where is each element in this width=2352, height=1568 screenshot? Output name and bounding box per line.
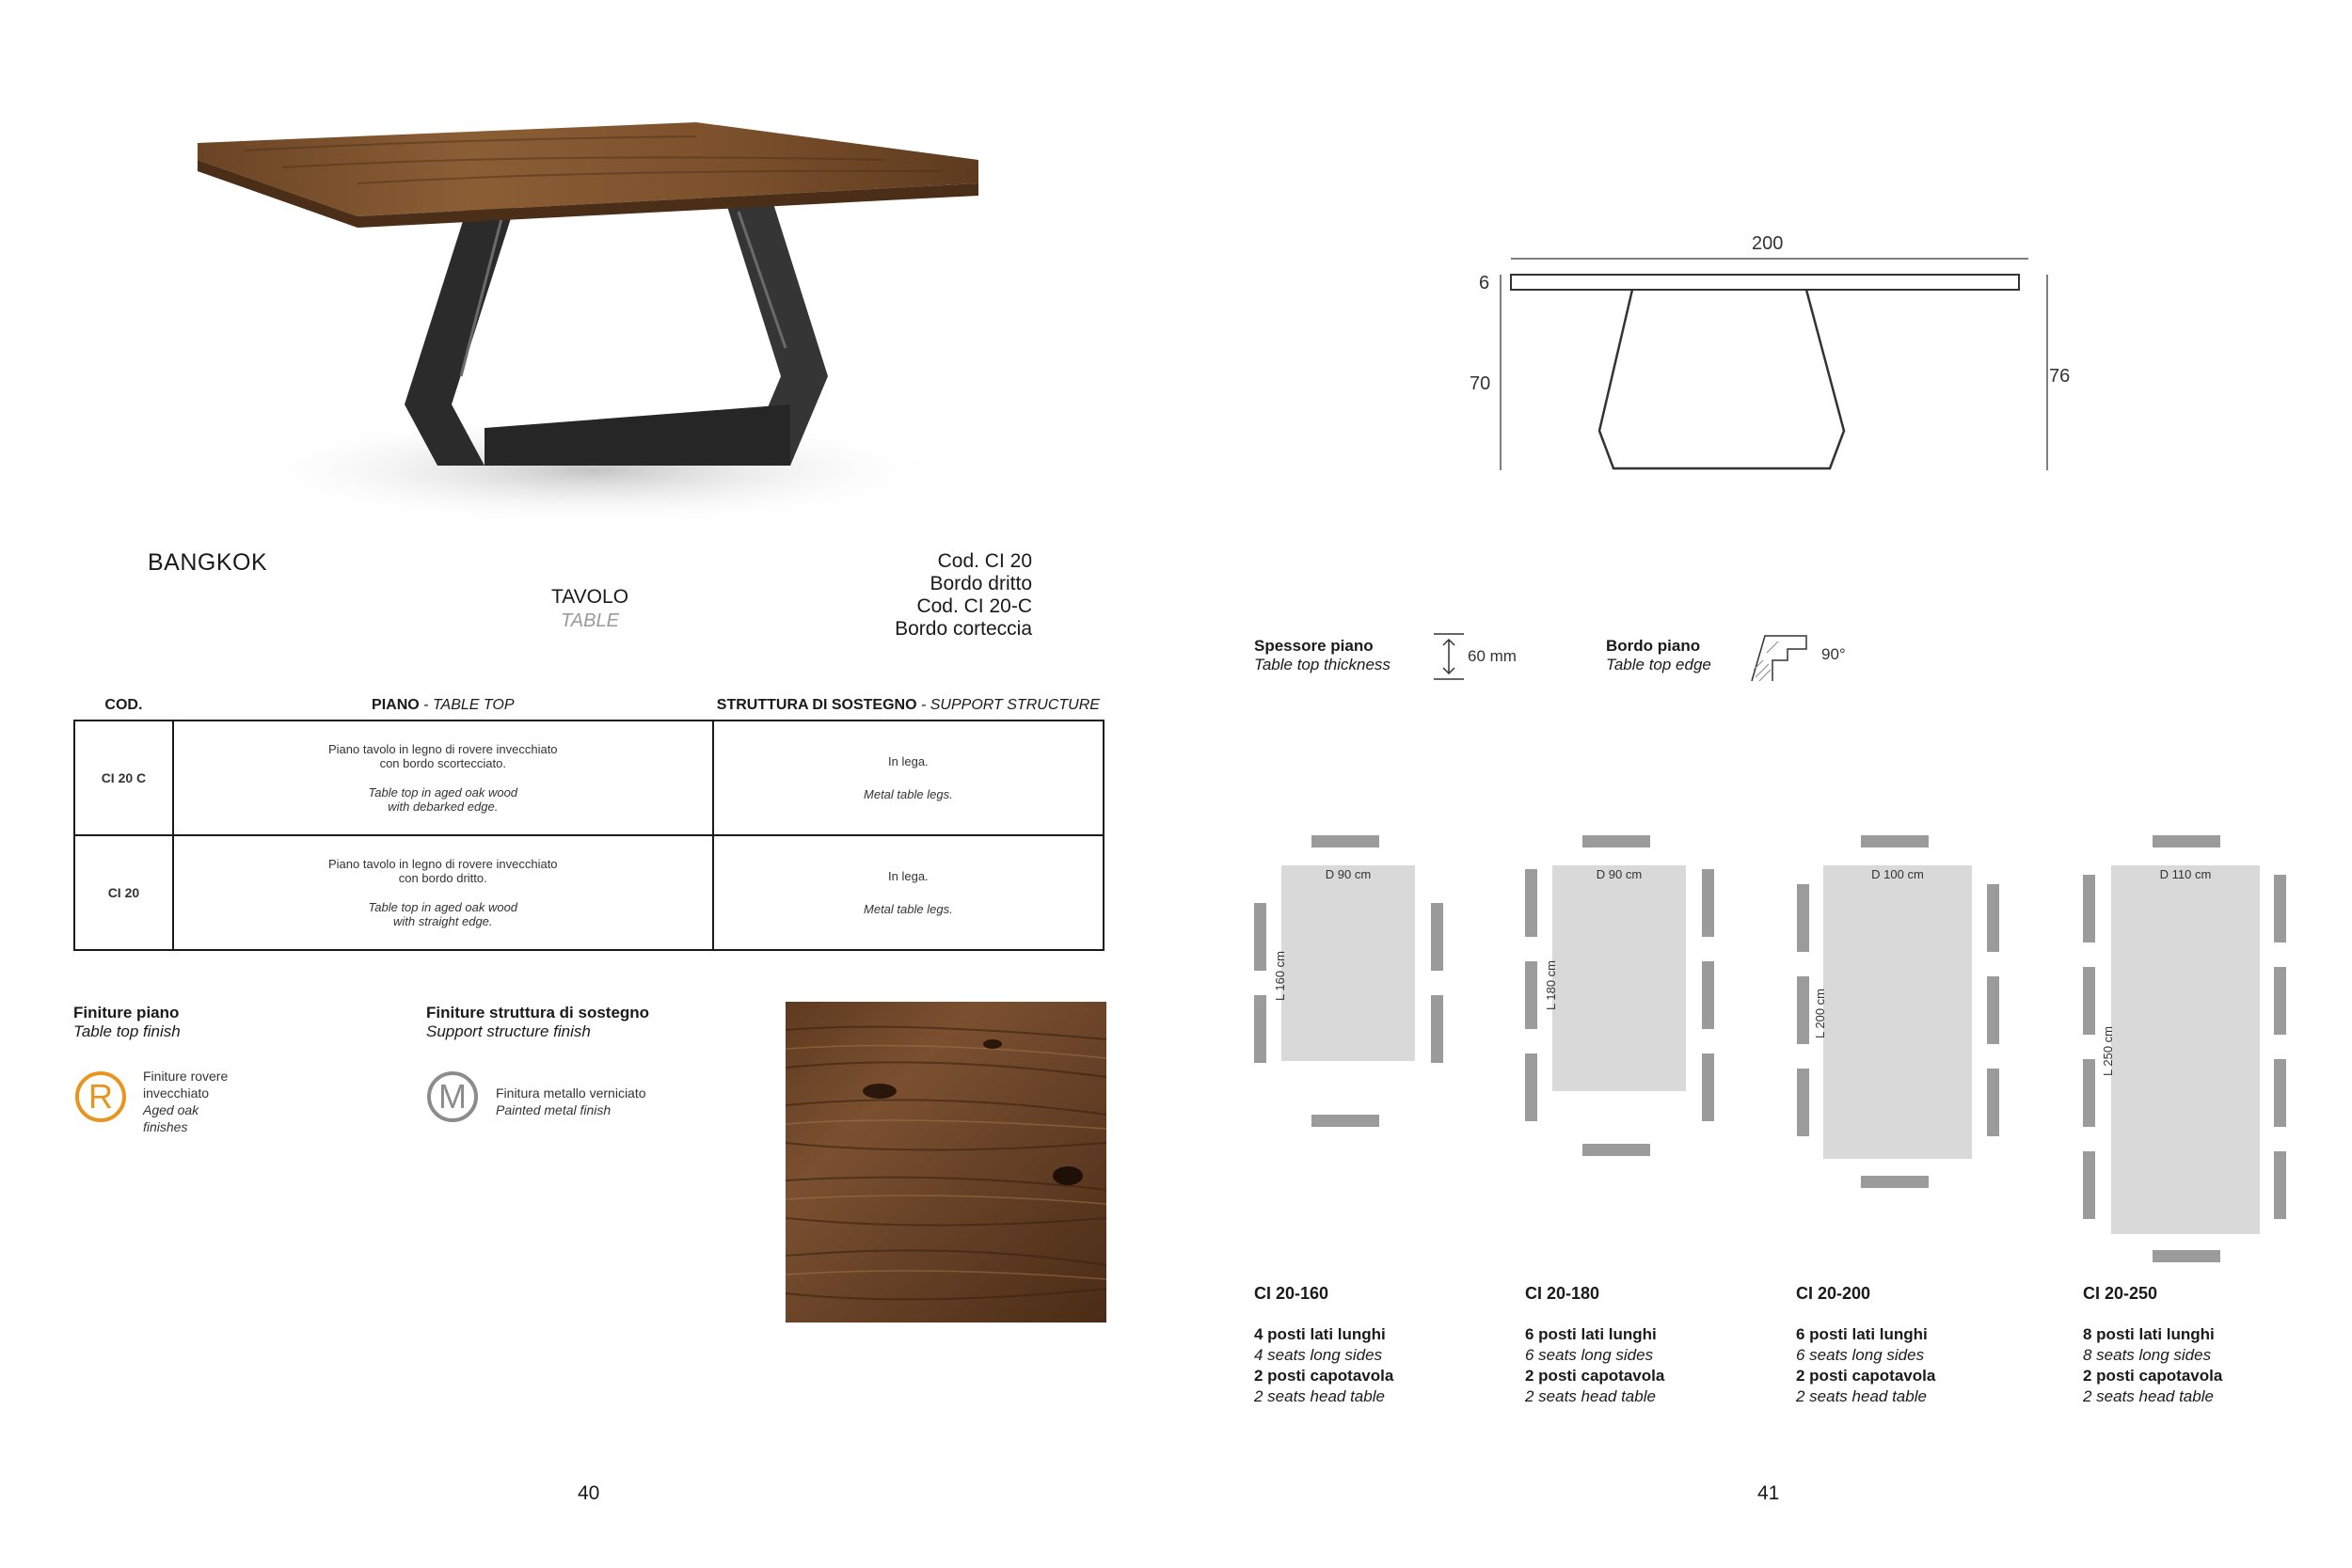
seat-side [1254,995,1266,1063]
spec-table [73,697,1104,951]
seat-side [2083,1059,2095,1127]
seat-head [1582,835,1650,847]
finish-structure-desc: Finitura metallo verniciato Painted metal finish [496,1085,646,1117]
product-name: BANGKOK [148,549,268,576]
dimension-width: 200 [1752,233,1784,254]
product-codes [800,550,1032,641]
finish-structure-subtitle: Support structure finish [426,1022,591,1040]
thickness-value: 60 mm [1468,647,1517,665]
seat-side [1797,1069,1809,1136]
seat-side [1431,995,1443,1063]
thickness-icon [1430,632,1468,681]
config-caption [2083,1284,2222,1407]
finish-top-heading [73,1004,181,1041]
table-plan: D 90 cm L 180 cm [1552,865,1686,1091]
seat-side [1702,961,1714,1029]
config-ci-20-200 [1795,835,2002,1193]
seat-side [2274,1151,2286,1219]
config-ci-20-180 [1522,835,1720,1164]
code-line: Cod. CI 20-C [916,595,1032,617]
row-structure: In lega. Metal table legs. [713,835,1104,950]
dimension-leg-height: 70 [1470,373,1491,394]
seat-side [2274,875,2286,942]
col-piano: PIANO - TABLE TOP [372,697,515,713]
table-plan: D 110 cm L 250 cm [2111,865,2260,1234]
seat-side [1797,976,1809,1044]
config-ci-20-160 [1251,835,1439,1136]
table-plan: D 100 cm L 200 cm [1823,865,1972,1159]
seat-side [2274,967,2286,1035]
seat-side [1797,884,1809,952]
edge-value: 90° [1821,645,1846,663]
table-row [74,835,1104,950]
seat-side [1987,976,1999,1044]
row-top: Piano tavolo in legno di rovere invecchiato con bordo scortecciato. Table top in aged oak wood with debarked edge. [173,721,713,835]
seat-head [1861,835,1929,847]
seat-side [1702,869,1714,937]
config-code: CI 20-160 [1254,1284,1329,1303]
config-caption [1254,1284,1393,1407]
row-code: CI 20 [74,835,173,950]
seat-head [1582,1144,1650,1156]
finish-structure-title: Finiture struttura di sostegno [426,1004,650,1022]
col-struttura: STRUTTURA DI SOSTEGNO - SUPPORT STRUCTURE [716,697,1100,713]
page-number-right: 41 [1757,1482,1780,1504]
table-photo [169,94,1016,546]
config-caption [1796,1284,1935,1407]
aged-oak-badge-icon: R [75,1071,126,1122]
wood-swatch-image [786,1002,1106,1323]
dimension-total-height: 76 [2049,366,2071,387]
config-code: CI 20-200 [1796,1284,1871,1303]
row-top: Piano tavolo in legno di rovere invecchiato con bordo dritto. Table top in aged oak wood with straight edge. [173,835,713,950]
config-seats: 4 posti lati lunghi 4 seats long sides 2 posti capotavola 2 seats head table [1254,1325,1394,1405]
seat-side [1525,1053,1537,1121]
spec-table-header [74,697,1104,721]
product-type: TAVOLO [550,586,629,608]
seat-side [2274,1059,2286,1127]
seat-side [2083,1151,2095,1219]
seat-side [1987,1069,1999,1136]
seat-side [1525,961,1537,1029]
code-line: Cod. CI 20 [937,550,1032,572]
seat-head [2153,1250,2220,1262]
finish-top-desc: Finiture rovere invecchiato Aged oak finishes [143,1069,229,1134]
finish-top-title: Finiture piano [73,1004,180,1022]
config-seats: 6 posti lati lunghi 6 seats long sides 2 posti capotavola 2 seats head table [1525,1325,1665,1405]
seat-side [2083,967,2095,1035]
config-seats: 8 posti lati lunghi 8 seats long sides 2 posti capotavola 2 seats head table [2083,1325,2223,1405]
row-code: CI 20 C [74,721,173,835]
edge-spec: Bordo piano Table top edge [1606,637,1711,673]
metal-finish-badge-icon: M [427,1071,478,1122]
row-structure: In lega. Metal table legs. [713,721,1104,835]
right-page [1176,0,2352,1568]
seat-head [1311,1115,1379,1127]
config-caption [1525,1284,1664,1407]
seat-side [1431,903,1443,971]
table-plan: D 90 cm L 160 cm [1281,865,1415,1061]
elevation-drawing [1486,254,2305,489]
seat-side [1254,903,1266,971]
edge-profile-icon [1750,632,1816,685]
seat-side [1702,1053,1714,1121]
dimension-top-thickness: 6 [1479,273,1490,293]
code-line: Bordo dritto [930,573,1032,594]
seat-head [2153,835,2220,847]
config-seats: 6 posti lati lunghi 6 seats long sides 2 posti capotavola 2 seats head table [1796,1325,1936,1405]
config-ci-20-250 [2081,835,2297,1268]
finish-structure-heading [426,1004,649,1041]
finish-top-subtitle: Table top finish [73,1022,181,1040]
seat-head [1861,1176,1929,1188]
table-row [74,721,1104,835]
thickness-spec: Spessore piano Table top thickness [1254,637,1391,673]
config-code: CI 20-250 [2083,1284,2158,1303]
product-type-en: TABLE [561,610,619,631]
code-line: Bordo corteccia [895,618,1032,640]
page-number-left: 40 [578,1482,600,1504]
seat-side [1987,884,1999,952]
col-cod: COD. [104,697,143,713]
seat-head [1311,835,1379,847]
seat-side [1525,869,1537,937]
config-code: CI 20-180 [1525,1284,1600,1303]
seat-side [2083,875,2095,942]
